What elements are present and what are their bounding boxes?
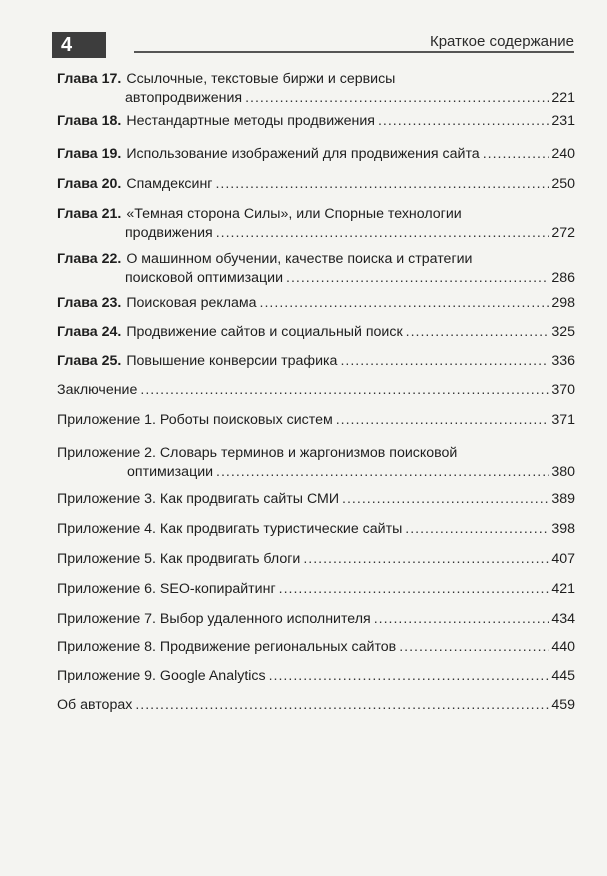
entry-title-cont: оптимизации bbox=[127, 464, 214, 480]
page-ref: 371 bbox=[551, 412, 575, 428]
entry-title: Продвижение сайтов и социальный поиск bbox=[126, 324, 403, 340]
page-ref: 240 bbox=[551, 146, 575, 162]
page-ref: 398 bbox=[551, 521, 575, 537]
toc-entry[interactable] bbox=[57, 250, 575, 288]
leader-dots bbox=[483, 145, 550, 164]
toc-entry[interactable] bbox=[57, 580, 575, 599]
entry-title: Использование изображений для продвижения сайта bbox=[126, 146, 480, 162]
page-ref: 370 bbox=[551, 382, 575, 398]
running-title: Краткое содержание bbox=[429, 33, 574, 50]
leader-dots bbox=[303, 550, 549, 569]
leader-dots bbox=[140, 381, 549, 400]
toc-entry[interactable] bbox=[57, 175, 575, 194]
page-ref: 459 bbox=[551, 697, 575, 713]
toc-entry[interactable] bbox=[57, 696, 575, 715]
page-ref: 325 bbox=[551, 324, 575, 340]
header-rule bbox=[134, 51, 574, 53]
page-ref: 421 bbox=[551, 581, 575, 597]
page-ref: 445 bbox=[551, 668, 575, 684]
chapter-label: Глава 22. bbox=[57, 251, 122, 267]
entry-title: «Темная сторона Силы», или Спорные технологии bbox=[126, 206, 462, 222]
page-ref: 336 bbox=[551, 353, 575, 369]
entry-title: Приложение 2. Словарь терминов и жаргонизмов поисковой bbox=[57, 445, 458, 461]
toc-entry[interactable] bbox=[57, 294, 575, 313]
chapter-label: Глава 18. bbox=[57, 113, 122, 129]
page-ref: 221 bbox=[551, 90, 575, 106]
page-ref: 434 bbox=[551, 611, 575, 627]
toc-entry[interactable] bbox=[57, 638, 575, 657]
toc-entry[interactable] bbox=[57, 145, 575, 164]
leader-dots bbox=[216, 463, 549, 482]
leader-dots bbox=[269, 667, 550, 686]
leader-dots bbox=[378, 112, 549, 131]
page-ref: 231 bbox=[551, 113, 575, 129]
entry-title: Приложение 9. Google Analytics bbox=[57, 668, 266, 684]
chapter-label: Глава 24. bbox=[57, 324, 122, 340]
chapter-label: Глава 21. bbox=[57, 206, 122, 222]
toc-entry[interactable] bbox=[57, 112, 575, 131]
chapter-label: Глава 17. bbox=[57, 71, 122, 87]
leader-dots bbox=[245, 89, 549, 108]
entry-title: Поисковая реклама bbox=[126, 295, 257, 311]
leader-dots bbox=[342, 490, 549, 509]
toc-entry[interactable] bbox=[57, 444, 575, 482]
entry-title-cont: автопродвижения bbox=[125, 90, 243, 106]
chapter-label: Глава 19. bbox=[57, 146, 122, 162]
leader-dots bbox=[135, 696, 549, 715]
toc-entry[interactable] bbox=[57, 352, 575, 371]
leader-dots bbox=[279, 580, 550, 599]
toc-entry[interactable] bbox=[57, 205, 575, 243]
page-number: 4 bbox=[52, 32, 106, 58]
entry-title: Приложение 4. Как продвигать туристические сайты bbox=[57, 521, 403, 537]
entry-title: Приложение 1. Роботы поисковых систем bbox=[57, 412, 333, 428]
page-ref: 272 bbox=[551, 225, 575, 241]
entry-title: Спамдексинг bbox=[126, 176, 213, 192]
toc-entry[interactable] bbox=[57, 550, 575, 569]
leader-dots bbox=[406, 323, 550, 342]
toc-entry[interactable] bbox=[57, 610, 575, 629]
leader-dots bbox=[336, 411, 550, 430]
toc-entry[interactable] bbox=[57, 520, 575, 539]
chapter-label: Глава 23. bbox=[57, 295, 122, 311]
page-ref: 380 bbox=[551, 464, 575, 480]
leader-dots bbox=[399, 638, 549, 657]
entry-title: Приложение 8. Продвижение региональных сайтов bbox=[57, 639, 397, 655]
entry-title: Ссылочные, текстовые биржи и сервисы bbox=[126, 71, 396, 87]
entry-title-cont: поисковой оптимизации bbox=[125, 270, 284, 286]
page-ref: 286 bbox=[551, 270, 575, 286]
toc-entry[interactable] bbox=[57, 490, 575, 509]
leader-dots bbox=[260, 294, 550, 313]
toc-entry[interactable] bbox=[57, 667, 575, 686]
toc-entry[interactable] bbox=[57, 411, 575, 430]
page-ref: 250 bbox=[551, 176, 575, 192]
page-ref: 407 bbox=[551, 551, 575, 567]
chapter-label: Глава 25. bbox=[57, 353, 122, 369]
entry-title: Заключение bbox=[57, 382, 138, 398]
leader-dots bbox=[286, 269, 549, 288]
entry-title: Приложение 6. SEO-копирайтинг bbox=[57, 581, 276, 597]
entry-title: Приложение 5. Как продвигать блоги bbox=[57, 551, 301, 567]
entry-title: Нестандартные методы продвижения bbox=[126, 113, 375, 129]
toc-entry[interactable] bbox=[57, 323, 575, 342]
page-ref: 440 bbox=[551, 639, 575, 655]
leader-dots bbox=[216, 224, 550, 243]
leader-dots bbox=[215, 175, 549, 194]
entry-title-cont: продвижения bbox=[125, 225, 213, 241]
page-ref: 389 bbox=[551, 491, 575, 507]
entry-title: О машинном обучении, качестве поиска и стратегии bbox=[126, 251, 473, 267]
toc-entry[interactable] bbox=[57, 381, 575, 400]
leader-dots bbox=[340, 352, 549, 371]
entry-title: Повышение конверсии трафика bbox=[126, 353, 338, 369]
toc-entry[interactable] bbox=[57, 70, 575, 108]
leader-dots bbox=[405, 520, 549, 539]
entry-title: Приложение 7. Выбор удаленного исполнителя bbox=[57, 611, 371, 627]
entry-title: Об авторах bbox=[57, 697, 133, 713]
entry-title: Приложение 3. Как продвигать сайты СМИ bbox=[57, 491, 340, 507]
page-ref: 298 bbox=[551, 295, 575, 311]
leader-dots bbox=[374, 610, 550, 629]
chapter-label: Глава 20. bbox=[57, 176, 122, 192]
